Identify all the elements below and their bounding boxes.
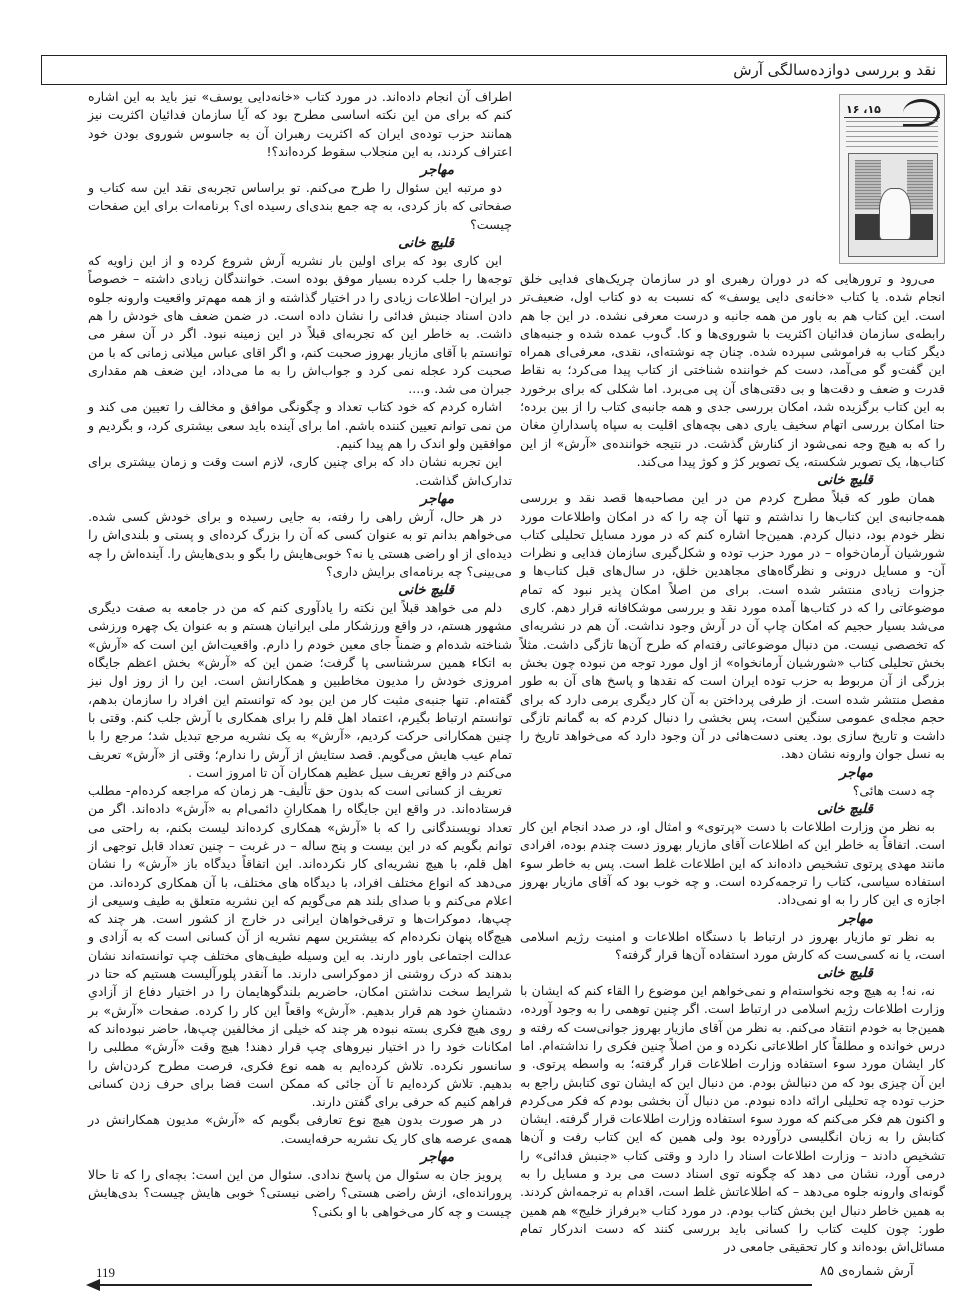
article-column-right [520, 88, 945, 1257]
article-column-left [88, 88, 512, 1221]
issue-label: آرش شماره‌ی ۸۵ [820, 1264, 914, 1279]
cover-text-block [846, 121, 938, 149]
paragraph: به نظر تو مازیار بهروز در ارتباط با دستگاه اطلاعات و امنیت رژیم اسلامی است، یا نه کسی‌ست که کارش مورد استفاده آن‌ها قرار گرفته؟ [520, 928, 945, 962]
speaker-label: قلیچ خانی [817, 965, 873, 982]
page-footer [0, 1260, 960, 1300]
paragraph: این کاری بود که برای اولین بار نشریه آرش شروع کرده و از این زاویه که توجه‌ها را جلب کرده بسیار موفق بوده است. خوانندگان زیادی داشته – خصوصاً در ایران- اطلاعات زیادی را در اختیار گذاشته و از همه مهم‌تر واقعیت وارونه جلوه دادن اسناد جنبش فدائی را نشان داده است. در ضمن ضعف های خودش را هم داشت. به خاطر این که تجربه‌ای قبلاً در این زمینه نبود. اگر در آن سفر می توانستم با آقای مازیار بهروز صحبت کنم، و اگر اقای عباس میلانی زمانی که با من صحبت کرد عجله نمی کرد و جواب‌اش را به ما می‌داد، این ضعف هم مقداری جبران می شد. و.... [88, 253, 512, 397]
running-header [41, 55, 947, 85]
cover-window [855, 160, 881, 210]
speaker-label: مهاجر [839, 910, 873, 927]
cover-figure [879, 188, 911, 240]
paragraph: پرویز جان به سئوال من پاسخ ندادی. سئوال من این است: بچه‌ای را که تا حالا پرورانده‌ای، ازش راضی هستی؟ راضی نیستی؟ خوبی هایش چیست؟ بدی‌هایش چیست و چه کار می‌خواهی با او بکنی؟ [88, 1167, 512, 1219]
cover-issue-mark: ۱۵، ۱۶ [846, 103, 881, 116]
paragraph: تعریف از کسانی است که بدون حق تألیف- هر زمان که مراجعه کرده‌ام- مطلب فرستاده‌اند. در واقع این جایگاه را همکارانِ دائمی‌ام به «آرش» داده‌اند. اگر من تعداد نویسندگانی را که با «آرش» همکاری کرده‌اند لیست بکنم، به راحتی می توانم بگویم که در این بیست و پنج ساله – در غربت – چنین تعداد قابل توجهی از اهل قلم، با هیچ نشریه‌ای کار نکرده‌اند. این اتفاقاً دیدگاه باز «آرش» را نشان می‌دهد که انواع مختلف افراد، با دیدگاه های مختلف، با آن همکاری کرده‌اند. من اعلام می‌کنم و با صدای بلند هم می‌گویم که این نشریه متعلق به طیف وسیعی از چپ‌ها، دموکرات‌ها و ترقی‌خواهان ایرانی در خارج از کشور است. هر چند که هیچ‌گاه پنهان نکرده‌ام که بیشترین سهم نشریه از آن کسانی است که به آزادی و عدالت اجتماعی باور دارند. به این وسیله طیف‌های مختلف چپ توانسته‌اند نشان بدهند که درک روشنی از دموکراسی دارند. ما آنقدر پلورآلیست هستیم که حتا در شرایط سخت نداشتن امکان، حاضریم بلندگوهایمان را در اختیار دفاع از آزادیِ دشمنانِ خود هم قرار بدهیم. «آرش» واقعاً این کار را کرده. صفحات «آرش» بر روی هیچ فکری بسته نبوده هر چند که خیلی از مخالفین چپ‌ها، حاضر نبوده‌اند که امکانات خود را در اختیار نیروهای چپ قرار دهند! هیچ وقت «آرش» مطلبی را سانسور نکرده. تلاش کرده‌ایم به همه نوع فکری، فرصت مطرح کردن‌اش را بدهیم. تلاش کرده‌ایم تا آن جائی که ممکن است فضا برای حرف زدن کسانی فراهم کنیم که حرفی برای گفتن دارند. [88, 783, 512, 1110]
speaker-label: مهاجر [420, 162, 454, 179]
speaker-label: قلیچ خانی [398, 235, 454, 252]
paragraph: می‌رود و ترورهایی که در دوران رهبری او در سازمان چریک‌های فدایی خلق انجام شده. یا کتاب «خانه‌ی دایی یوسف» که نسبت به دو کتاب اول، ضعیف‌تر است. این کتاب هم به باور من همه جانبه و درست معرفی نشده. در این جا هم رابطه‌ی سازمان فدائیان اکثریت با شوروی‌ها و کا. گ‌وب عمده شده و جنبه‌های دیگر کتاب به فراموشی سپرده شده. چنان چه نوشته‌ای، نقدی، معرفی‌ای همراه این گفت‌و گو می‌آمد، دست کم خواننده شناختی از کتاب پیدا می‌کرد؛ به نقاط قدرت و ضعف و دقت‌ها و بی دقتی‌های آن پی می‌برد. اما شکلی که برای برخورد به این کتاب برگزیده شد، امکان بررسی جدی و همه جانبه‌ی کتاب را از بین برده؛ حتا امکان بررسی اتهام سخیف یاری دهی بچه‌های اقلیت به سپاه پاسدارانِ مغان را که به هیچ وجه نمی‌شود از کنارش گذشت. در نتیجه خواننده‌ی «آرش» از این کتاب‌ها، یک تصویر شکسته، یک تصویر کژ و کوژ پیدا می‌کند. [520, 271, 945, 469]
paragraph: اطراف آن انجام داده‌اند. در مورد کتاب «خانه‌دایی یوسف» نیز باید به این اشاره کنم که برای من این نکته اساسی مطرح بود که آیا سازمان فدائیان اکثریت نیز همانند حزب توده‌ی ایران که اکثریت رهبران آن به جاسوس شوروی بودن خود اعتراف کردند، به این منجلاب سقوط کرده‌اند؟! [88, 89, 512, 159]
paragraph: دو مرتبه این سئوال را طرح می‌کنم. تو براساس تجربه‌ی نقد این سه کتاب و صفحاتی که باز کردی، به چه جمع بندی‌ای رسیده ای؟ برنامه‌ات برای این صفحات چیست؟ [88, 180, 512, 232]
cover-masthead [844, 99, 940, 118]
paragraph: نه، نه! به هیچ وجه نخواسته‌ام و نمی‌خواهم این موضوع را القاء کنم که ایشان با وزارت اطلاعات رژیم اسلامی در ارتباط است. اگر چنین توهمی را به وجود آورده، همین‌جا به خودم انتقاد می‌کنم. به نظر من آقای مازیار بهروز جوانی‌ست که رفته و درس خوانده و مطلقاً کار اطلاعاتی نکرده و من اصلاً چنین فکری را نداشته‌ام. اما کار ایشان مورد سوء استفاده وزارت اطلاعات قرار گرفته؛ به واسطه پرتوی. و این آن چیزی بود که من دنبالش بودم. من دنبال این که ایشان توی کتابش راجع به حزب توده چه تحلیلی ارائه داده نبودم. من دنبال آن بخشی بودم که فکر می‌کردم و اکنون هم فکر می‌کنم که مورد سوء استفاده وزارت اطلاعات قرار گرفته. ایشان کتابش را به زبان انگلیسی درآورده بود ولی همین که این کتاب رفت و آن‌ها تشخیص دادند – وزارت اطلاعات اسناد را دارد و وقتی کتاب «جنبش فدائی» را درمی آورد، نشان می دهد که چگونه توی اسناد دست می برد و مسایل را به گونه‌ای وارونه جلوه می‌دهد – که اطلاعاتش غلط است، اقدام به ترجمه‌اش کردند. به همین خاطر دنبال این بخش کتاب بودم. در مورد کتاب «برفراز خلیج» هم همین طور: چون کلیت کتاب را کسانی باید بررسی کنند که دست اندرکار تمام مسائل‌اش بوده‌اند و کار تحقیقی جامعی در [520, 983, 945, 1255]
magazine-cover-image [839, 94, 945, 264]
page-number: 119 [96, 1265, 116, 1280]
speaker-label: قلیچ خانی [817, 801, 873, 818]
speaker-label: قلیچ خانی [817, 472, 873, 489]
paragraph: در هر صورت بدون هیچ نوع تعارفی بگویم که «آرش» مدیون همکارانش در همه‌ی عرصه های کار یک نشریه حرفه‌ایست. [88, 1112, 512, 1146]
paragraph: چه دست هائی؟ [852, 782, 935, 798]
speaker-label: مهاجر [420, 1149, 454, 1166]
paragraph: این تجربه نشان داد که برای چنین کاری، لازم است وقت و زمان بیشتری برای تدارک‌اش گذاشت. [88, 454, 512, 488]
speaker-label: مهاجر [420, 490, 454, 507]
cover-illustration [848, 153, 938, 257]
paragraph: دلم می خواهد قبلاً این نکته را یادآوری کنم که من در جامعه به صفت دیگری مشهور هستم، در واقع ورزشکار ملی ایرانیان هستم و به عنوان یک چهره ورزشی شناخته شده‌ام و ضمناً جای معین خودم را دارم. واقعیت‌اش این است که «آرش» به اتکاء همین سرشناسی پا گرفت؛ ضمن این که «آرش» بخش اعظم جایگاه امروزی خودش را مدیون مخاطبین و همکارانش است. این را از روز اول نیز گفته‌ام. تنها جنبه‌ی مثبت کار من این بود که توانستم این افراد را سازمان بدهم، توانستم ارتباط بگیرم، اعتماد اهل قلم را برای همکاری با آرش جلب کنم. وقتی با چنین همکارانی حرکت کردیم، «آرش» به یک نشریه مرجع تبدیل شد؛ مرجع را با تمام عیب هایش می‌گویم. قصد ستایش از آرش را ندارم؛ وقتی از «آرش» تعریف می‌کنم در واقع تعریف سیل عظیم همکاران آن تا امروز است . [88, 600, 512, 780]
running-header-title: نقد و بررسی دوازده‌سالگی آرش [733, 61, 936, 79]
speaker-label: قلیچ خانی [398, 582, 454, 599]
paragraph: در هر حال، آرش راهی را رفته، به جایی رسیده و برای خودش کسی شده. می‌خواهم بدانم تو به عنوان کسی که آن را بزرگ کرده‌ای و پستی و بلندی‌اش را دیده‌ای از او راضی هستی یا نه؟ خوبی‌هایش را بگو و بدی‌هایش را. آینده‌اش را چه می‌بینی؟ چه برنامه‌ای برایش داری؟ [88, 508, 512, 579]
paragraph: اشاره کردم که خود کتاب تعداد و چگونگی موافق و مخالف را تعیین می کند و من نمی توانم تعیین کننده باشم. اما برای آینده باید سعی بیشتری کرد، و بگردیم و موافقین ولو اندک را هم پیدا کنیم. [88, 399, 512, 452]
footer-rule [96, 1284, 812, 1286]
paragraph: همان طور که قبلاً مطرح کردم من در این مصاحبه‌ها قصد نقد و بررسی همه‌جانبه‌ی این کتاب‌ها را نداشتم و تنها آن چه را که در امکان واطلاعات مورد نظر خودم بود، دنبال کردم. همین‌جا اشاره کنم که در مورد مسایل تحلیلی کتاب شورشیان آرمان‌خواه – در مورد حزب توده و شکل‌گیری سازمان فدایی و نظرات آن- و مسایل درونی و نظرگاه‌های مجاهدین خلق، در سال‌های قبل کتاب‌ها و جزوات زیادی منتشر شده است. برای من اصلاً امکان پذیر نبود که تمام موضوعاتی را که در کتاب‌ها آمده مورد نقد و بررسی موشکافانه قرار دهم. کاری می‌شد بسیار حجیم که امکان چاپ آن در آرش وجود نداشت. آن هم در نشریه‌ای که تخصصی نیست. من دنبال موضوعاتی رفته‌ام که طرح آن‌ها تازگی داشت. مثلاً بخش تحلیلی کتاب «شورشیان آرمانخواه» از اول مورد توجه من نبوده چون بخش بزرگی از آن مربوط به حزب توده ایران است که نقدها و پاسخ های آن به طور مفصل منتشر شده است. از طرفی پرداختن به آن کار دیگری برمی دارد که برای حجم مجله‌ی عمومی سنگین است، پس بخشی را دنبال کردم که به گمانم تازگی داشت و تاریخ سازی بود. یعنی دست‌هائی در آن وجود دارد که می‌خواهد تاریخ را به نسل جوان وارونه نشان دهد. [520, 490, 945, 762]
paragraph: به نظر من وزارت اطلاعات با دست «پرتوی» و امثال او، در صدد انجام این کار است. اتفاقاً به خاطر این که اطلاعات آقای مازیار بهروز دست چندم بوده، افرادی مانند مهدی پرتوی تشخیص داده‌اند که این اطلاعات غلط است. پس به خاطر سوء استفاده سیاسی، کتاب را ترجمه‌کرده است. و چه خوب بود که آقای مازیار بهروز اجازه ی این کار را به او نمی‌داد. [520, 819, 945, 908]
cover-window [907, 160, 933, 210]
speaker-label: مهاجر [839, 764, 873, 781]
